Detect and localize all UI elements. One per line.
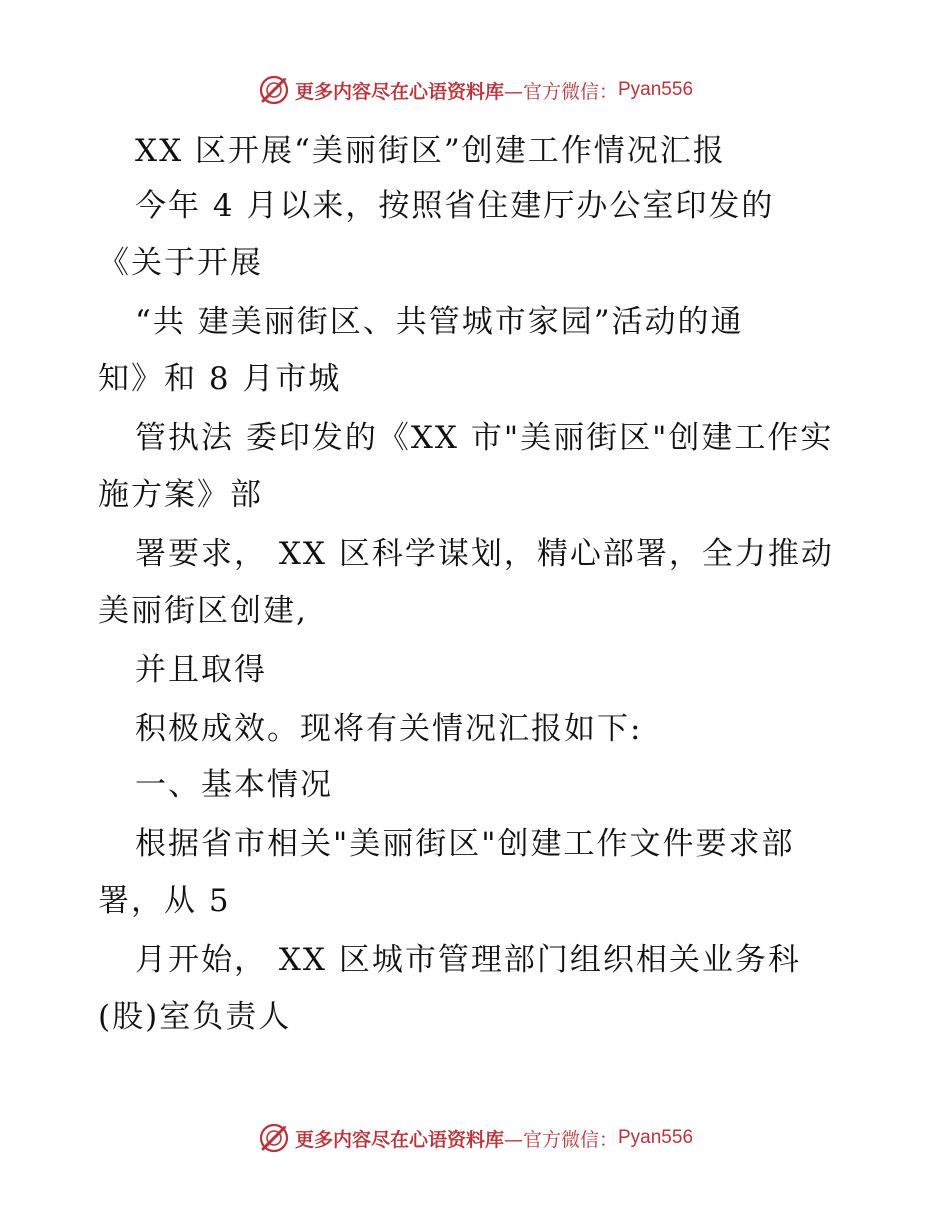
document-title: XX 区开展“美丽街区”创建工作情况汇报 — [135, 133, 726, 169]
paragraph-line: 署，从 5 — [98, 883, 231, 919]
paragraph-line: 月开始， XX 区城市管理部门组织相关业务科 — [135, 942, 801, 978]
paragraph-line: “共 建美丽街区、共管城市家园”活动的通 — [135, 304, 744, 340]
footer-banner-wechat-id: Pyan556 — [618, 1127, 694, 1148]
footer-watermark-banner — [0, 1118, 950, 1158]
paragraph-line: 《关于开展 — [98, 245, 263, 281]
header-banner-separator: —官方微信： — [503, 80, 618, 103]
paragraph-line: 根据省市相关"美丽街区"创建工作文件要求部 — [135, 826, 795, 862]
paragraph-line: 署要求， XX 区科学谋划，精心部署，全力推动 — [135, 536, 834, 572]
paragraph-line: 施方案》部 — [98, 477, 263, 513]
footer-banner-text: 更多内容尽在心语资料库 — [294, 1128, 504, 1151]
paragraph-line: (股)室负责人 — [98, 999, 292, 1035]
brush-logo-icon — [257, 1121, 291, 1155]
header-watermark-banner — [0, 70, 950, 110]
footer-banner-separator: —官方微信： — [503, 1128, 618, 1151]
paragraph-line: 今年 4 月以来，按照省住建厅办公室印发的 — [135, 188, 775, 224]
paragraph-line: 知》和 8 月市城 — [98, 361, 342, 397]
header-banner-text: 更多内容尽在心语资料库 — [294, 80, 504, 103]
paragraph-line: 美丽街区创建, — [98, 593, 308, 629]
brush-logo-icon — [257, 73, 291, 107]
header-banner-wechat-id: Pyan556 — [618, 79, 694, 100]
paragraph-line: 并且取得 — [135, 652, 267, 688]
section-heading: 一、基本情况 — [135, 767, 333, 803]
paragraph-line: 积极成效。现将有关情况汇报如下: — [135, 711, 643, 747]
paragraph-line: 管执法 委印发的《XX 市"美丽街区"创建工作实 — [135, 420, 834, 456]
